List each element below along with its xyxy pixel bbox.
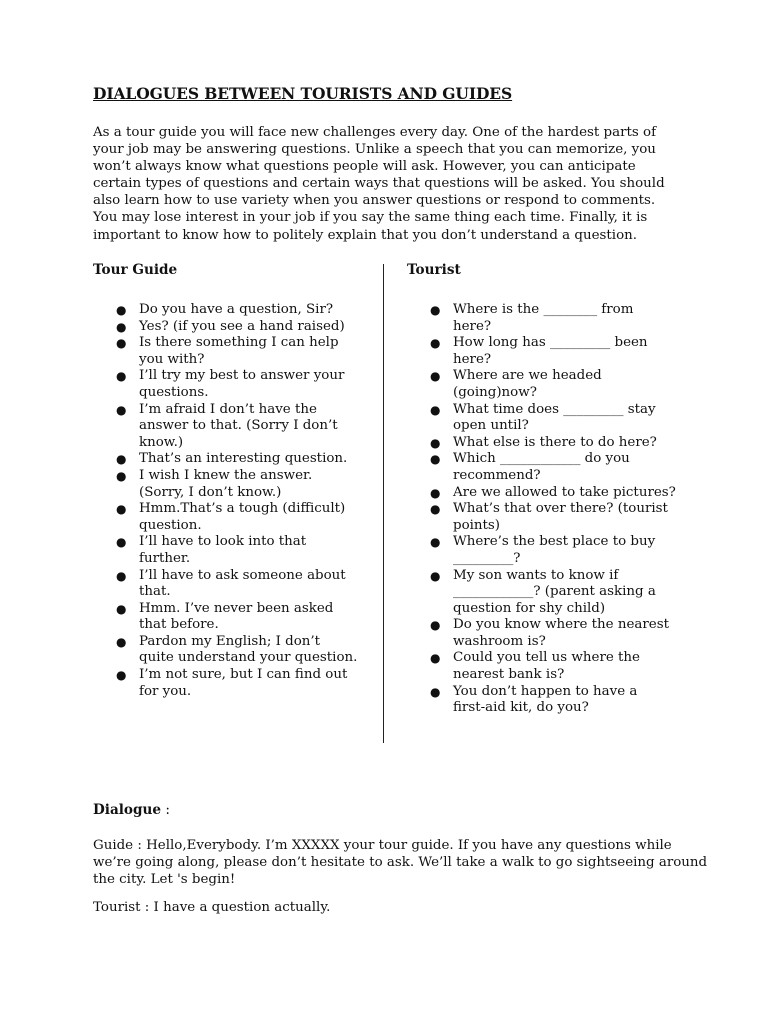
tourist-item-text: Where’s the best place to buy	[453, 534, 656, 550]
tourist-item-text: What else is there to do here?	[453, 434, 657, 450]
column-divider	[383, 264, 384, 743]
bullet-icon: ●	[116, 402, 127, 417]
bullet-icon: ●	[430, 535, 441, 550]
tourist-item-text: What time does _________ stay	[453, 401, 656, 417]
tour-guide-heading: Tour Guide	[93, 262, 178, 278]
tour-guide-item-text: (Sorry, I don’t know.)	[139, 484, 282, 500]
tour-guide-item-text: Hmm.That’s a tough (difficult)	[139, 501, 346, 517]
bullet-icon: ●	[116, 369, 127, 384]
tour-guide-phrase-list	[116, 302, 357, 700]
tour-guide-list-item	[116, 534, 357, 567]
tour-guide-item-text: I’ll try my best to answer your	[139, 368, 345, 384]
bullet-icon: ●	[430, 485, 441, 500]
bullet-icon: ●	[116, 568, 127, 583]
tourist-list-item	[430, 568, 676, 618]
tour-guide-list-item	[116, 451, 357, 468]
intro-line: As a tour guide you will face new challenges every day. One of the hardest parts of	[93, 125, 657, 140]
tourist-item-text: What’s that over there? (tourist	[453, 501, 668, 517]
tourist-list-item	[430, 335, 676, 368]
tour-guide-item-text: I’m afraid I don’t have the	[139, 401, 317, 417]
bullet-icon: ●	[430, 435, 441, 450]
tour-guide-item-text: quite understand your question.	[139, 650, 358, 666]
bullet-icon: ●	[430, 369, 441, 384]
tourist-list-item	[430, 435, 676, 452]
tourist-item-text: _________?	[453, 550, 521, 566]
tourist-item-text: Could you tell us where the	[453, 650, 640, 666]
bullet-icon: ●	[116, 452, 127, 467]
tour-guide-item-text: I wish I knew the answer.	[139, 467, 313, 483]
tourist-list-item	[430, 534, 676, 567]
bullet-icon: ●	[116, 535, 127, 550]
tour-guide-item-text: Is there something I can help	[139, 335, 339, 351]
tour-guide-list-item	[116, 302, 357, 319]
tourist-item-text: How long has _________ been	[453, 335, 648, 351]
tourist-item-text: You don’t happen to have a	[453, 683, 638, 699]
bullet-icon: ●	[116, 468, 127, 483]
bullet-icon: ●	[116, 502, 127, 517]
tourist-list-item	[430, 451, 676, 484]
bullet-icon: ●	[430, 568, 441, 583]
tour-guide-list-item	[116, 402, 357, 452]
intro-line: certain types of questions and certain ways that questions will be asked. You should	[93, 176, 665, 192]
tourist-item-text: Do you know where the nearest	[453, 617, 669, 633]
tourist-item-text: nearest bank is?	[453, 667, 565, 683]
tour-guide-item-text: further.	[139, 550, 191, 566]
tourist-list-item	[430, 368, 676, 401]
tourist-item-text: ____________? (parent asking a	[453, 584, 656, 600]
tour-guide-list-item	[116, 601, 357, 634]
tour-guide-item-text: I’ll have to ask someone about	[139, 567, 346, 583]
tour-guide-item-text: I’ll have to look into that	[139, 534, 307, 550]
bullet-icon: ●	[116, 319, 127, 334]
tourist-item-text: Are we allowed to take pictures?	[453, 484, 676, 500]
tour-guide-item-text: question.	[139, 517, 202, 533]
tourist-item-text: here?	[453, 318, 492, 334]
tour-guide-item-text: I’m not sure, but I can find out	[139, 667, 348, 683]
intro-paragraph	[93, 124, 673, 244]
guide-dialogue-line	[93, 837, 707, 888]
tour-guide-item-text: Do you have a question, Sir?	[139, 302, 334, 317]
tourist-list-item	[430, 684, 676, 717]
tourist-item-text: open until?	[453, 418, 529, 434]
tour-guide-item-text: Yes? (if you see a hand raised)	[139, 318, 345, 334]
tour-guide-list-item	[116, 335, 357, 368]
intro-line: You may lose interest in your job if you say the same thing each time. Finally, it is	[93, 210, 648, 226]
bullet-icon: ●	[116, 336, 127, 351]
tour-guide-item-text: That’s an interesting question.	[139, 451, 348, 467]
bullet-icon: ●	[116, 668, 127, 683]
bullet-icon: ●	[116, 634, 127, 649]
tourist-item-text: points)	[453, 517, 501, 533]
tour-guide-item-text: know.)	[139, 434, 184, 450]
bullet-icon: ●	[430, 651, 441, 666]
dialogue-heading	[93, 802, 170, 818]
tour-guide-item-text: that before.	[139, 617, 219, 633]
tourist-item-text: question for shy child)	[453, 600, 606, 616]
bullet-icon: ●	[430, 502, 441, 517]
tourist-list-item	[430, 501, 676, 534]
guide-dialogue-text: Guide : Hello,Everybody. I’m XXXXX your tour guide. If you have any questions while	[93, 838, 672, 853]
tourist-list-item	[430, 485, 676, 502]
tourist-heading: Tourist	[407, 262, 461, 278]
intro-line: also learn how to use variety when you answer questions or respond to comments.	[93, 193, 656, 209]
tour-guide-list-item	[116, 667, 357, 700]
tour-guide-item-text: Hmm. I’ve never been asked	[139, 600, 334, 616]
bullet-icon: ●	[430, 618, 441, 633]
bullet-icon: ●	[430, 402, 441, 417]
tour-guide-list-item	[116, 634, 357, 667]
tour-guide-list-item	[116, 568, 357, 601]
dialogue-label: Dialogue	[93, 802, 162, 818]
tourist-item-text: My son wants to know if	[453, 567, 619, 583]
bullet-icon: ●	[430, 684, 441, 699]
tourist-item-text: here?	[453, 351, 492, 367]
tourist-item-text: washroom is?	[453, 633, 546, 649]
tourist-dialogue-line: Tourist : I have a question actually.	[93, 900, 331, 915]
tour-guide-item-text: answer to that. (Sorry I don’t	[139, 418, 338, 434]
tour-guide-list-item	[116, 368, 357, 401]
tourist-item-text: Where is the ________ from	[453, 302, 634, 317]
tourist-list-item	[430, 650, 676, 683]
tourist-item-text: Where are we headed	[453, 368, 602, 384]
intro-line: won’t always know what questions people will ask. However, you can anticipate	[93, 159, 636, 175]
tour-guide-item-text: for you.	[139, 683, 192, 699]
tour-guide-item-text: that.	[139, 584, 171, 600]
tourist-list-item	[430, 402, 676, 435]
tourist-list-item	[430, 617, 676, 650]
intro-line: your job may be answering questions. Unlike a speech that you can memorize, you	[93, 142, 656, 158]
guide-dialogue-text: the city. Let 's begin!	[93, 872, 236, 888]
tour-guide-item-text: Pardon my English; I don’t	[139, 633, 321, 649]
tour-guide-list-item	[116, 468, 357, 501]
tour-guide-list-item	[116, 501, 357, 534]
bullet-icon: ●	[116, 303, 127, 317]
tour-guide-item-text: questions.	[139, 384, 209, 400]
guide-dialogue-text: we’re going along, please don’t hesitate to ask. We’ll take a walk to go sightseeing around	[93, 855, 708, 871]
tourist-item-text: recommend?	[453, 467, 541, 483]
bullet-icon: ●	[116, 601, 127, 616]
tourist-question-list	[430, 302, 676, 717]
dialogue-label-suffix: :	[161, 802, 170, 818]
tourist-item-text: Which ____________ do you	[453, 451, 630, 467]
bullet-icon: ●	[430, 452, 441, 467]
intro-line: important to know how to politely explain that you don’t understand a question.	[93, 227, 638, 243]
tour-guide-item-text: you with?	[139, 351, 205, 367]
tourist-item-text: first-aid kit, do you?	[453, 700, 589, 716]
tour-guide-list-item	[116, 319, 357, 336]
bullet-icon: ●	[430, 336, 441, 351]
tourist-list-item	[430, 302, 676, 335]
bullet-icon: ●	[430, 303, 441, 317]
tourist-item-text: (going)now?	[453, 384, 537, 400]
document-title: DIALOGUES BETWEEN TOURISTS AND GUIDES	[93, 84, 513, 103]
